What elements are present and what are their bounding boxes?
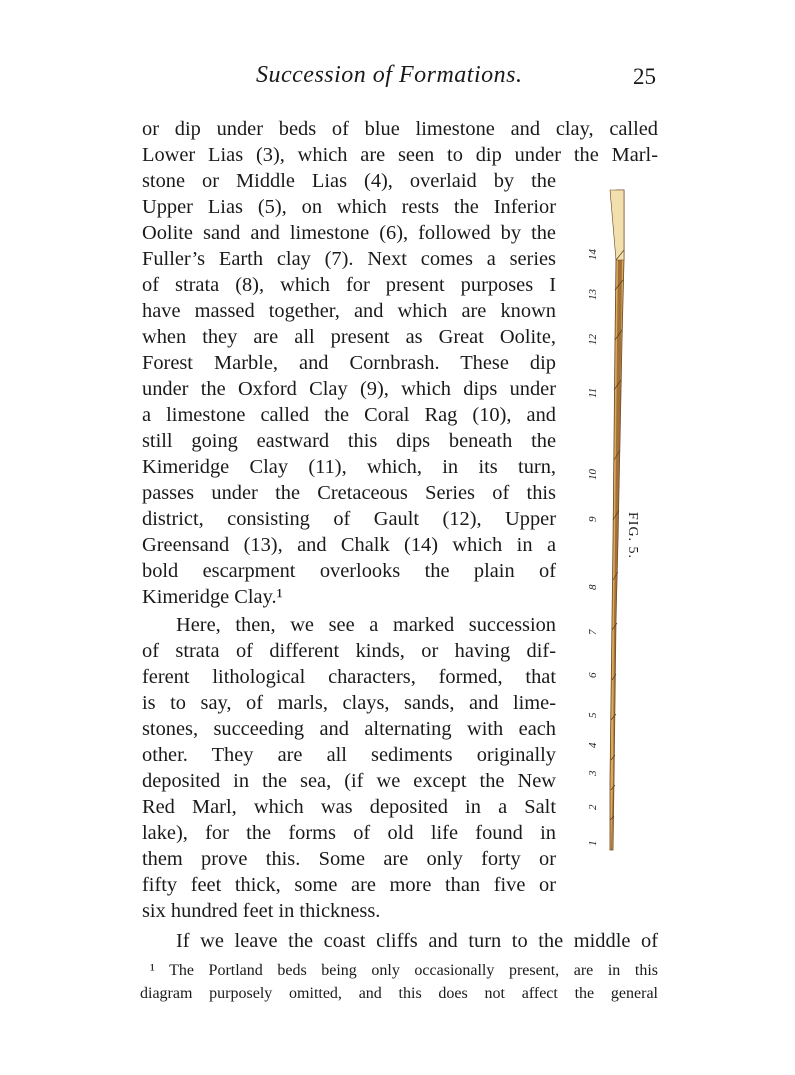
stratum-number: 2 [587,804,599,810]
text-line: stone or Middle Lias (4), overlaid by the [142,170,556,192]
text-line: of strata of different kinds, or having dif- [142,640,556,662]
text-line: other. They are all sediments originally [142,744,556,766]
text-line: district, consisting of Gault (12), Upper [142,508,556,530]
text-line: Lower Lias (3), which are seen to dip under the Marl- [142,144,658,166]
stratum-number: 5 [587,712,599,718]
text-line: Upper Lias (5), on which rests the Inferior [142,196,556,218]
stratum-number: 13 [587,289,599,300]
text-line: fifty feet thick, some are more than five or [142,874,556,896]
stratum-number: 4 [587,742,599,748]
text-line: Kimeridge Clay.¹ [142,586,283,608]
stratum-number: 14 [587,249,599,260]
text-line: passes under the Cretaceous Series of this [142,482,556,504]
page-number: 25 [633,64,656,89]
stratum-number: 6 [587,672,599,678]
text-line: under the Oxford Clay (9), which dips under [142,378,556,400]
stratum-number: 3 [587,770,599,776]
text-line: Red Marl, which was deposited in a Salt [142,796,556,818]
stratum-number: 9 [587,516,599,522]
stratum-number: 1 [587,840,599,846]
text-line: bold escarpment overlooks the plain of [142,560,556,582]
stratum-number: 12 [587,334,599,345]
text-line: deposited in the sea, (if we except the New [142,770,556,792]
figure-label: FIG. 5. [625,512,640,560]
text-line: or dip under beds of blue limestone and clay, called [142,118,658,140]
text-line: ferent lithological characters, formed, that [142,666,556,688]
text-line: Forest Marble, and Cornbrash. These dip [142,352,556,374]
text-line: If we leave the coast cliffs and turn to the middle of [176,930,658,952]
text-line: Kimeridge Clay (11), which, in its turn, [142,456,556,478]
text-line: still going eastward this dips beneath the [142,430,556,452]
stratum-number: 11 [587,387,599,398]
running-title: Succession of Formations. [256,62,523,88]
text-line: a limestone called the Coral Rag (10), and [142,404,556,426]
page-header [140,62,660,98]
footnote-line: ¹ The Portland beds being only occasionally present, are in this [150,962,658,979]
text-line: Greensand (13), and Chalk (14) which in a [142,534,556,556]
text-line: lake), for the forms of old life found in [142,822,556,844]
text-line: have massed together, and which are known [142,300,556,322]
text-line: Fuller’s Earth clay (7). Next comes a series [142,248,556,270]
text-line: them prove this. Some are only forty or [142,848,556,870]
stratum-number: 7 [587,629,599,635]
text-line: six hundred feet in thickness. [142,900,381,922]
text-line: is to say, of marls, clays, sands, and lime- [142,692,556,714]
text-line: of strata (8), which for present purposes I [142,274,556,296]
text-line: stones, succeeding and alternating with each [142,718,556,740]
footnote-line: diagram purposely omitted, and this does not affect the general [140,985,658,1002]
text-line: Here, then, we see a marked succession [176,614,556,636]
text-line: when they are all present as Great Oolite, [142,326,556,348]
text-line: Oolite sand and limestone (6), followed by the [142,222,556,244]
chalk-top [610,190,624,260]
stratum-number: 8 [587,584,599,590]
stratum-number: 10 [587,469,599,480]
stratum-number-labels [587,249,599,847]
